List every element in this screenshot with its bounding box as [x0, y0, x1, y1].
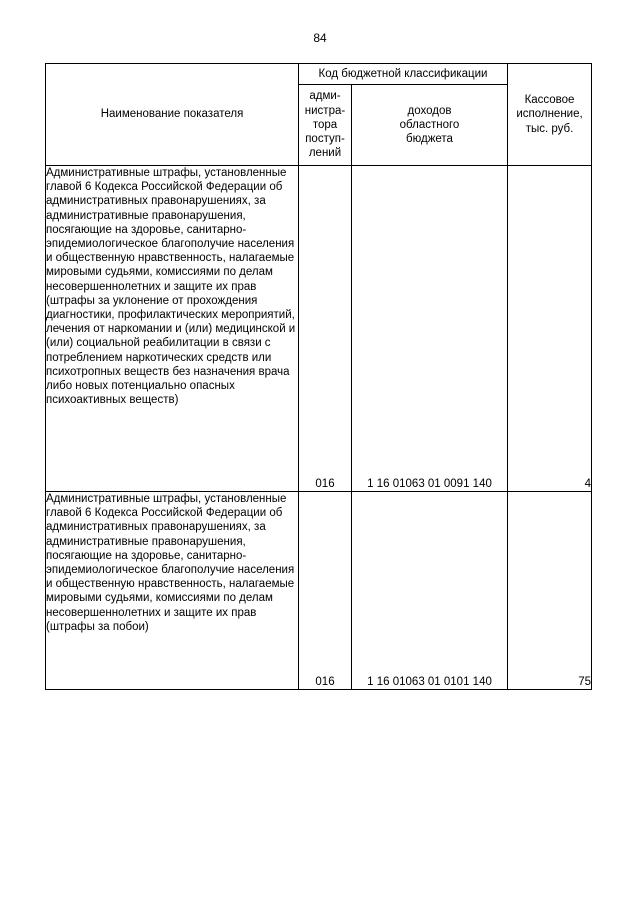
header-code-group — [299, 64, 508, 85]
row-indicator-name: Административные штрафы, установленные главой 6 Кодекса Российской Федерации об административных правонарушениях, за административные правонарушения, посягающие на здоровье, санитарно-эпидемиологическое благополучие населения и общественную нравственность, налагаемые мировыми судьями, комиссиями по делам несовершеннолетних и защите их прав (штрафы за уклонение от прохождения диагностики, профилактических мероприятий, лечения от наркомании и (или) медицинской и (или) социальной реабилитации в связи с потреблением наркотических средств или психотропных веществ без назначения врача либо новых потенциально опасных психоактивных веществ) — [46, 166, 299, 492]
header-admin — [299, 85, 352, 166]
header-indicator-name-text: Наименование показателя — [100, 108, 244, 121]
row-admin-code: 016 — [299, 166, 352, 492]
header-indicator-name — [46, 64, 299, 166]
header-code-group-text: Код бюджетной классификации — [318, 67, 488, 80]
row-execution: 4 — [508, 166, 592, 492]
table-row — [46, 492, 592, 690]
row-execution: 75 — [508, 492, 592, 690]
header-execution — [508, 64, 592, 166]
budget-table — [45, 63, 592, 690]
table-row — [46, 166, 592, 492]
header-income-text: доходов областного бюджета — [399, 104, 460, 146]
page-number: 84 — [313, 31, 327, 45]
row-income-code: 1 16 01063 01 0091 140 — [352, 166, 508, 492]
header-admin-text: адми- нистра- тора поступ- лений — [304, 90, 346, 160]
row-income-code: 1 16 01063 01 0101 140 — [352, 492, 508, 690]
row-indicator-name: Административные штрафы, установленные главой 6 Кодекса Российской Федерации об административных правонарушениях, за административные правонарушения, посягающие на здоровье, санитарно-эпидемиологическое благополучие населения и общественную нравственность, налагаемые мировыми судьями, комиссиями по делам несовершеннолетних и защите их прав (штрафы за побои) — [46, 492, 299, 690]
header-income — [352, 85, 508, 166]
row-admin-code: 016 — [299, 492, 352, 690]
header-execution-text: Кассовое исполнение, тыс. руб. — [516, 94, 583, 135]
